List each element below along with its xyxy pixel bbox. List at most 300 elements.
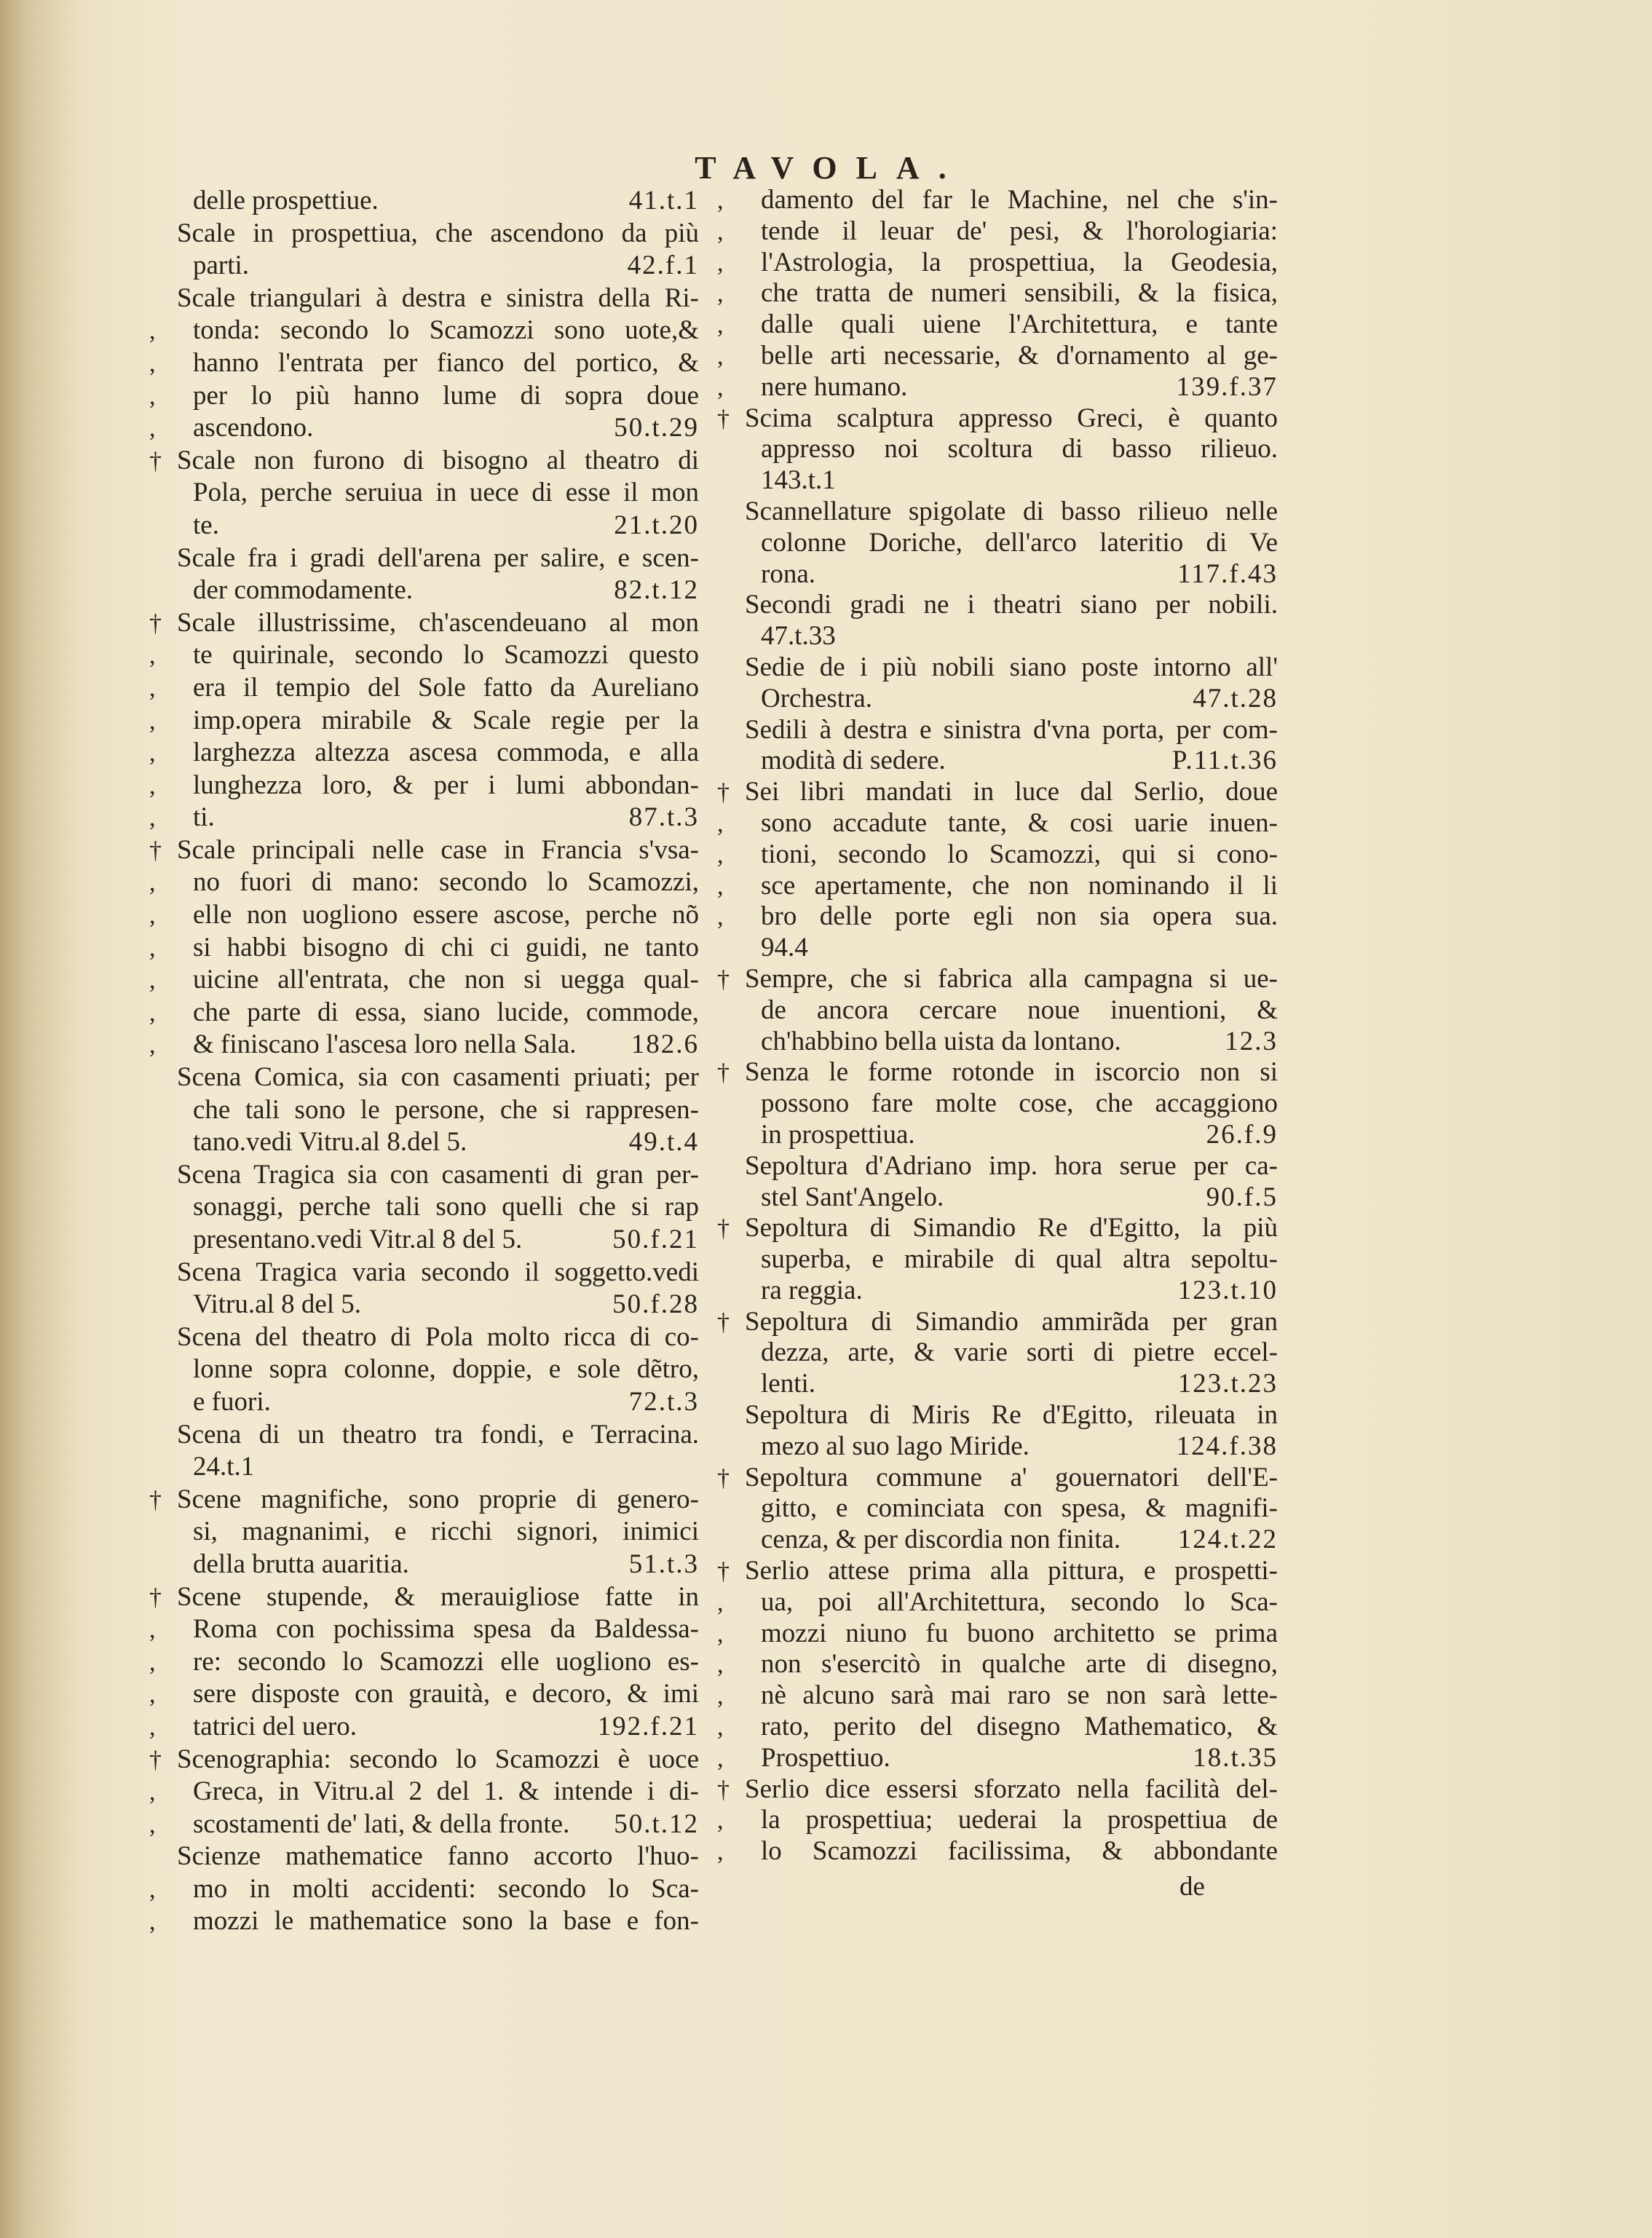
index-continuation-line [717, 1743, 1278, 1774]
entry-text: Pola, perche seruiua in uece di esse il mon [193, 478, 699, 508]
page-reference: 117.f.43 [1177, 558, 1278, 589]
entry-text: tende il leuar de' pesi, & l'horologiaria: [761, 216, 1278, 246]
entry-text: era il tempio del Sole fatto da Aureliano [193, 672, 699, 703]
page-reference: 182.6 [631, 1029, 699, 1060]
comma-quote-mark: , [717, 841, 724, 869]
comma-quote-mark: , [149, 1779, 156, 1806]
index-continuation-line [149, 802, 699, 834]
comma-quote-mark: , [149, 1713, 156, 1741]
entry-text: uicine all'entrata, che non si uegga qual- [193, 965, 699, 995]
index-entry-line [717, 652, 1278, 684]
index-entry-line [717, 1774, 1278, 1806]
dagger-mark: † [149, 609, 162, 637]
entry-text: ch'habbino bella uista da lontano. [761, 1026, 1121, 1056]
index-continuation-line [149, 932, 699, 965]
entry-text: Sempre, che si fabrica alla campagna si ue- [745, 963, 1278, 994]
entry-text: Scena Comica, sia con casamenti priuati; per [177, 1062, 699, 1093]
index-continuation-line [149, 347, 699, 380]
entry-text: parti. [193, 250, 250, 281]
entry-text: Sepoltura d'Adriano imp. hora serue per ca- [745, 1150, 1278, 1181]
entry-text: lonne sopra colonne, doppie, e sole dẽtro, [193, 1354, 699, 1385]
entry-text: 24.t.1 [193, 1452, 255, 1482]
comma-quote-mark: , [149, 869, 156, 897]
entry-text: Serlio dice essersi sforzato nella facilità del- [745, 1774, 1278, 1804]
index-continuation-line [149, 672, 699, 705]
entry-text: sere disposte con grauità, e decoro, & imi [193, 1679, 699, 1709]
entry-text: sce apertamente, che non nominando il li [761, 870, 1278, 901]
index-continuation-line [149, 1613, 699, 1646]
entry-text: che tali sono le persone, che si rappresen- [193, 1094, 699, 1125]
dagger-mark: † [717, 1308, 730, 1336]
index-continuation-line [149, 412, 699, 445]
index-entry-line [717, 1213, 1278, 1244]
entry-text: lunghezza loro, & per i lumi abbondan- [193, 770, 699, 800]
entry-text: tano.vedi Vitru.al 8.del 5. [193, 1127, 467, 1158]
entry-text: belle arti necessarie, & d'ornamento al ge- [761, 340, 1278, 371]
index-continuation-line [149, 1451, 699, 1484]
catchword: de [1179, 1872, 1205, 1902]
comma-quote-mark: , [149, 1811, 156, 1838]
entry-text: Scena di un theatro tra fondi, e Terracina. [177, 1419, 699, 1450]
comma-quote-mark: , [717, 1807, 724, 1835]
index-continuation-line [717, 528, 1278, 559]
comma-quote-mark: , [717, 187, 724, 214]
comma-quote-mark: , [149, 1032, 156, 1059]
index-continuation-line [149, 770, 699, 802]
entry-text: der commodamente. [193, 575, 414, 606]
entry-text: Scale in prospettiua, che ascendono da più [177, 218, 699, 248]
index-entry-line [149, 1419, 699, 1452]
comma-quote-mark: , [149, 999, 156, 1027]
comma-quote-mark: , [717, 312, 724, 339]
index-continuation-line [149, 1776, 699, 1808]
index-continuation-line [717, 839, 1278, 871]
entry-text: imp.opera mirabile & Scale regie per la [193, 705, 699, 735]
page-reference: 124.t.22 [1177, 1525, 1278, 1555]
dagger-mark: † [717, 1215, 730, 1243]
index-entry-line [149, 1581, 699, 1614]
dagger-mark: † [149, 1486, 162, 1514]
entry-text: Scene magnifiche, sono proprie di genero- [177, 1484, 699, 1514]
index-continuation-line [717, 434, 1278, 465]
comma-quote-mark: , [717, 903, 724, 931]
entry-text: presentano.vedi Vitr.al 8 del 5. [193, 1225, 523, 1254]
index-continuation-line [149, 510, 699, 542]
comma-quote-mark: , [717, 1651, 724, 1679]
entry-text: sono accadute tante, & cosi uarie inuen- [761, 807, 1278, 838]
comma-quote-mark: , [149, 674, 156, 702]
index-continuation-line [149, 705, 699, 738]
dagger-mark: † [149, 1583, 162, 1611]
index-continuation-line [717, 871, 1278, 902]
index-continuation-line [717, 1276, 1278, 1307]
index-entry-line [149, 282, 699, 315]
entry-text: mozzi le mathematice sono la base e fon- [193, 1906, 699, 1937]
page-reference: 50.f.28 [612, 1289, 699, 1320]
entry-text: Scannellature spigolate di basso rilieuo nelle [745, 496, 1278, 526]
entry-text: la prospettiua; uederai la prospettiua de [761, 1805, 1278, 1835]
entry-text: Secondi gradi ne i theatri siano per nobili. [745, 590, 1278, 620]
entry-text: tioni, secondo lo Scamozzi, qui si cono- [761, 839, 1278, 869]
entry-text: sonaggi, perche tali sono quelli che si rap [193, 1192, 699, 1222]
dagger-mark: † [717, 779, 730, 807]
page-reference: 82.t.12 [614, 575, 699, 606]
index-entry-line [717, 1057, 1278, 1088]
entry-text: 94.4 [761, 933, 808, 963]
index-continuation-line [149, 1386, 699, 1419]
index-entry-line [149, 1257, 699, 1289]
entry-text: Prospettiuo. [761, 1742, 890, 1773]
entry-text: hanno l'entrata per fianco del portico, & [193, 347, 699, 378]
entry-text: mozzi niuno fu buono architetto se prima [761, 1618, 1278, 1648]
index-continuation-line [717, 1680, 1278, 1712]
entry-text: 143.t.1 [761, 465, 836, 496]
entry-text: superba, e mirabile di qual altra sepoltu- [761, 1244, 1278, 1275]
entry-text: cenza, & per discordia non finita. [761, 1525, 1121, 1555]
entry-text: 47.t.33 [761, 621, 836, 652]
page-reference: 41.t.1 [628, 186, 699, 216]
index-continuation-line [717, 1431, 1278, 1463]
index-entry-line [717, 1463, 1278, 1494]
index-continuation-line [149, 899, 699, 932]
index-continuation-line [717, 1493, 1278, 1525]
entry-text: Orchestra. [761, 683, 873, 713]
page-reference: 21.t.20 [614, 510, 699, 540]
index-continuation-line [717, 185, 1278, 216]
entry-text: te quirinale, secondo lo Scamozzi questo [193, 640, 699, 671]
entry-text: possono fare molte cose, che accaggiono [761, 1088, 1278, 1119]
entry-text: non s'esercitò in qualche arte di disegno, [761, 1649, 1278, 1680]
entry-text: dezza, arte, & varie sorti di pietre eccel- [761, 1337, 1278, 1368]
comma-quote-mark: , [717, 373, 724, 401]
index-continuation-line [149, 1646, 699, 1679]
page-reference: 90.f.5 [1206, 1182, 1278, 1212]
index-continuation-line [717, 278, 1278, 309]
comma-quote-mark: , [717, 218, 724, 245]
index-entry-line [717, 1400, 1278, 1431]
dagger-mark: † [717, 405, 730, 432]
page-reference: 139.f.37 [1176, 371, 1278, 402]
entry-text: lenti. [761, 1369, 816, 1399]
comma-quote-mark: , [149, 317, 156, 345]
entry-text: Scima scalptura appresso Greci, è quanto [745, 403, 1278, 433]
entry-text: e fuori. [193, 1386, 271, 1417]
entry-text: elle non uogliono essere ascose, perche nõ [193, 900, 699, 930]
comma-quote-mark: , [149, 349, 156, 377]
index-continuation-line [149, 1711, 699, 1744]
index-continuation-line [149, 639, 699, 672]
page-title: TAVOLA. [695, 150, 965, 186]
entry-text: ti. [193, 802, 215, 833]
comma-quote-mark: , [149, 934, 156, 962]
entry-text: Scale non furono di bisogno al theatro di [177, 445, 699, 475]
page-reference: 50.t.12 [614, 1808, 699, 1839]
index-continuation-line [717, 1337, 1278, 1369]
dagger-mark: † [717, 965, 730, 993]
page-reference: 47.t.28 [1193, 683, 1278, 713]
index-entry-line [149, 1744, 699, 1776]
index-continuation-line [717, 1805, 1278, 1836]
index-continuation-line [717, 1836, 1278, 1867]
index-continuation-line [717, 465, 1278, 497]
page-reference: 50.t.29 [614, 413, 699, 443]
entry-text: in prospettiua. [761, 1119, 915, 1150]
comma-quote-mark: , [149, 902, 156, 930]
page-reference: 87.t.3 [628, 802, 699, 833]
entry-text: ra reggia. [761, 1275, 863, 1305]
dagger-mark: † [149, 837, 162, 864]
entry-text: Roma con pochissima spesa da Baldessa- [193, 1614, 699, 1645]
index-entry-line [149, 1159, 699, 1192]
index-continuation-line [149, 315, 699, 347]
entry-text: Sedili à destra e sinistra d'vna porta, per com- [745, 714, 1278, 745]
index-entry-line [717, 403, 1278, 435]
entry-text: Scenographia: secondo lo Scamozzi è uoce [177, 1744, 699, 1774]
dagger-mark: † [717, 1558, 730, 1586]
index-continuation-line [149, 250, 699, 282]
entry-text: delle prospettiue. [193, 186, 379, 216]
comma-quote-mark: , [149, 642, 156, 670]
entry-text: Scena Tragica sia con casamenti di gran per- [177, 1159, 699, 1190]
entry-text: si habbi bisogno di chi ci guidi, ne tanto [193, 932, 699, 962]
entry-text: Sepoltura commune a' gouernatori dell'E- [745, 1462, 1278, 1492]
index-entry-line [717, 590, 1278, 621]
entry-text: re: secondo lo Scamozzi elle uogliono es- [193, 1646, 699, 1677]
entry-text: Scena Tragica varia secondo il soggetto.vedi [177, 1257, 699, 1287]
entry-text: damento del far le Machine, nel che s'in- [761, 185, 1278, 215]
page-reference: 123.t.10 [1177, 1275, 1278, 1305]
page-reference: 12.3 [1225, 1026, 1278, 1056]
index-entry-line [717, 1151, 1278, 1182]
entry-text: Sepoltura di Simandio Re d'Egitto, la più [745, 1213, 1278, 1243]
comma-quote-mark: , [149, 740, 156, 767]
index-continuation-line [717, 248, 1278, 279]
comma-quote-mark: , [149, 707, 156, 735]
page-reference: 72.t.3 [628, 1386, 699, 1417]
entry-text: mezo al suo lago Miride. [761, 1431, 1029, 1461]
index-continuation-line [149, 997, 699, 1029]
index-continuation-line [717, 216, 1278, 248]
index-entry-line [149, 1061, 699, 1094]
entry-text: si, magnanimi, e ricchi signori, inimici [193, 1517, 699, 1547]
entry-text: Scale triangulari à destra e sinistra della Ri- [177, 282, 699, 313]
entry-text: Scale fra i gradi dell'arena per salire, e scen- [177, 542, 699, 573]
comma-quote-mark: , [149, 804, 156, 832]
comma-quote-mark: , [149, 1908, 156, 1936]
comma-quote-mark: , [717, 1714, 724, 1741]
entry-text: Greca, in Vitru.al 2 del 1. & intende i di- [193, 1776, 699, 1807]
index-entry-line [717, 1556, 1278, 1587]
dagger-mark: † [717, 1464, 730, 1492]
entry-text: rato, perito del disegno Mathematico, & [761, 1712, 1278, 1742]
index-continuation-line [149, 185, 699, 218]
index-continuation-line [717, 1182, 1278, 1214]
page-reference: 18.t.35 [1193, 1742, 1278, 1773]
entry-text: Sepoltura di Miris Re d'Egitto, rileuata in [745, 1400, 1278, 1431]
index-continuation-line [149, 737, 699, 770]
entry-text: no fuori di mano: secondo lo Scamozzi, [193, 867, 699, 898]
page-reference: 124.f.38 [1176, 1431, 1278, 1461]
index-entry-line [149, 1321, 699, 1354]
index-continuation-line [717, 372, 1278, 403]
index-continuation-line [717, 901, 1278, 933]
entry-text: l'Astrologia, la prospettiua, la Geodesia, [761, 247, 1278, 277]
index-continuation-line [717, 1027, 1278, 1058]
comma-quote-mark: , [717, 1589, 724, 1616]
index-continuation-line [149, 1516, 699, 1549]
index-entry-line [149, 607, 699, 640]
index-continuation-line [149, 1905, 699, 1938]
entry-text: rona. [761, 558, 815, 589]
index-entry-line [717, 1307, 1278, 1338]
entry-text: ua, poi all'Architettura, secondo lo Sca- [761, 1586, 1278, 1617]
index-continuation-line [149, 866, 699, 899]
index-continuation-line [717, 341, 1278, 372]
entry-text: Sei libri mandati in luce dal Serlio, doue [745, 777, 1278, 807]
entry-text: bro delle porte egli non sia opera sua. [761, 901, 1278, 932]
index-continuation-line [717, 309, 1278, 341]
comma-quote-mark: , [149, 1648, 156, 1676]
entry-text: larghezza altezza ascesa commoda, e alla [193, 738, 699, 768]
entry-text: lo Scamozzi facilissima, & abbondante [761, 1836, 1278, 1867]
comma-quote-mark: , [149, 967, 156, 995]
entry-text: appresso noi scoltura di basso rilieuo. [761, 434, 1278, 464]
entry-text: gitto, e cominciata con spesa, & magnifi- [761, 1493, 1278, 1524]
index-continuation-line [717, 1618, 1278, 1650]
dagger-mark: † [149, 447, 162, 475]
index-entry-line [149, 542, 699, 575]
dagger-mark: † [717, 1776, 730, 1803]
comma-quote-mark: , [717, 249, 724, 277]
entry-text: Scienze mathematice fanno accorto l'huo- [177, 1841, 699, 1872]
entry-text: nè alcuno sarà mai raro se non sarà lette- [761, 1680, 1278, 1711]
index-continuation-line [717, 808, 1278, 839]
index-continuation-line [717, 746, 1278, 777]
comma-quote-mark: , [717, 280, 724, 308]
index-continuation-line [717, 1587, 1278, 1618]
index-entry-line [149, 834, 699, 867]
comma-quote-mark: , [717, 872, 724, 900]
entry-text: Vitru.al 8 del 5. [193, 1289, 362, 1320]
page-reference: P.11.t.36 [1171, 746, 1278, 776]
index-continuation-line [149, 1549, 699, 1581]
index-continuation-line [149, 574, 699, 607]
page-reference: 42.f.1 [627, 250, 699, 281]
page-reference: 26.f.9 [1206, 1119, 1278, 1150]
index-entry-line [149, 218, 699, 250]
entry-text: che tratta de numeri sensibili, & la fisica, [761, 278, 1278, 309]
comma-quote-mark: , [717, 1683, 724, 1710]
comma-quote-mark: , [149, 415, 156, 443]
index-continuation-line [149, 1224, 699, 1257]
comma-quote-mark: , [149, 1616, 156, 1644]
comma-quote-mark: , [149, 1681, 156, 1709]
index-continuation-line [717, 1525, 1278, 1556]
entry-text: Scene stupende, & merauigliose fatte in [177, 1581, 699, 1612]
page-reference: 50.f.21 [612, 1225, 699, 1254]
index-continuation-line [149, 1808, 699, 1841]
entry-text: & finiscano l'ascesa loro nella Sala. [193, 1029, 577, 1060]
index-continuation-line [149, 1353, 699, 1386]
entry-text: della brutta auaritia. [193, 1549, 409, 1579]
index-continuation-line [717, 1244, 1278, 1276]
entry-text: per lo più hanno lume di sopra doue [193, 380, 699, 411]
index-continuation-line [149, 1126, 699, 1159]
index-entry-line [149, 1484, 699, 1517]
comma-quote-mark: , [717, 1838, 724, 1866]
entry-text: nere humano. [761, 371, 908, 402]
index-continuation-line [717, 1088, 1278, 1120]
entry-text: mo in molti accidenti: secondo lo Sca- [193, 1873, 699, 1904]
entry-text: Scale principali nelle case in Francia s'vsa- [177, 834, 699, 865]
index-entry-line [717, 497, 1278, 528]
entry-text: dalle quali uiene l'Architettura, e tante [761, 309, 1278, 340]
entry-text: tatrici del uero. [193, 1711, 357, 1741]
index-continuation-line [149, 1094, 699, 1127]
index-continuation-line [149, 380, 699, 413]
entry-text: Sedie de i più nobili siano poste intorno all' [745, 652, 1278, 682]
index-column-right [717, 185, 1278, 1867]
entry-text: tonda: secondo lo Scamozzi sono uote,& [193, 315, 699, 346]
entry-text: Scena del theatro di Pola molto ricca di co- [177, 1321, 699, 1352]
comma-quote-mark: , [717, 810, 724, 837]
entry-text: Serlio attese prima alla pittura, e prospetti- [745, 1556, 1278, 1586]
comma-quote-mark: , [149, 382, 156, 410]
comma-quote-mark: , [717, 1620, 724, 1648]
index-continuation-line [149, 1678, 699, 1711]
index-entry-line [149, 1840, 699, 1873]
index-entry-line [717, 777, 1278, 808]
index-continuation-line [149, 1873, 699, 1906]
index-continuation-line [717, 933, 1278, 964]
index-continuation-line [717, 621, 1278, 652]
entry-text: che parte di essa, siano lucide, commode, [193, 997, 699, 1027]
index-continuation-line [149, 964, 699, 997]
index-continuation-line [149, 1289, 699, 1321]
index-continuation-line [149, 477, 699, 510]
page-reference: 51.t.3 [628, 1549, 699, 1579]
dagger-mark: † [717, 1059, 730, 1087]
page-reference: 49.t.4 [628, 1127, 699, 1158]
entry-text: modità di sedere. [761, 746, 946, 776]
entry-text: de ancora cercare noue inuentioni, & [761, 995, 1278, 1025]
index-continuation-line [717, 684, 1278, 715]
comma-quote-mark: , [717, 342, 724, 370]
index-continuation-line [717, 995, 1278, 1027]
index-entry-line [717, 964, 1278, 995]
comma-quote-mark: , [149, 772, 156, 799]
comma-quote-mark: , [149, 1875, 156, 1903]
index-continuation-line [149, 1029, 699, 1061]
page-reference: 123.t.23 [1177, 1369, 1278, 1399]
entry-text: ascendono. [193, 413, 314, 443]
index-continuation-line [717, 559, 1278, 590]
entry-text: Scale illustrissime, ch'ascendeuano al mon [177, 607, 699, 638]
index-entry-line [149, 445, 699, 478]
index-continuation-line [717, 1649, 1278, 1680]
entry-text: Senza le forme rotonde in iscorcio non si [745, 1057, 1278, 1088]
dagger-mark: † [149, 1746, 162, 1774]
index-entry-line [717, 715, 1278, 746]
page-reference: 192.f.21 [597, 1711, 699, 1741]
entry-text: stel Sant'Angelo. [761, 1182, 944, 1212]
index-column-left [149, 185, 699, 1938]
index-continuation-line [717, 1712, 1278, 1743]
entry-text: colonne Doriche, dell'arco lateritio di Ve [761, 527, 1278, 558]
index-continuation-line [149, 1191, 699, 1224]
entry-text: scostamenti de' lati, & della fronte. [193, 1808, 570, 1839]
entry-text: te. [193, 510, 219, 540]
